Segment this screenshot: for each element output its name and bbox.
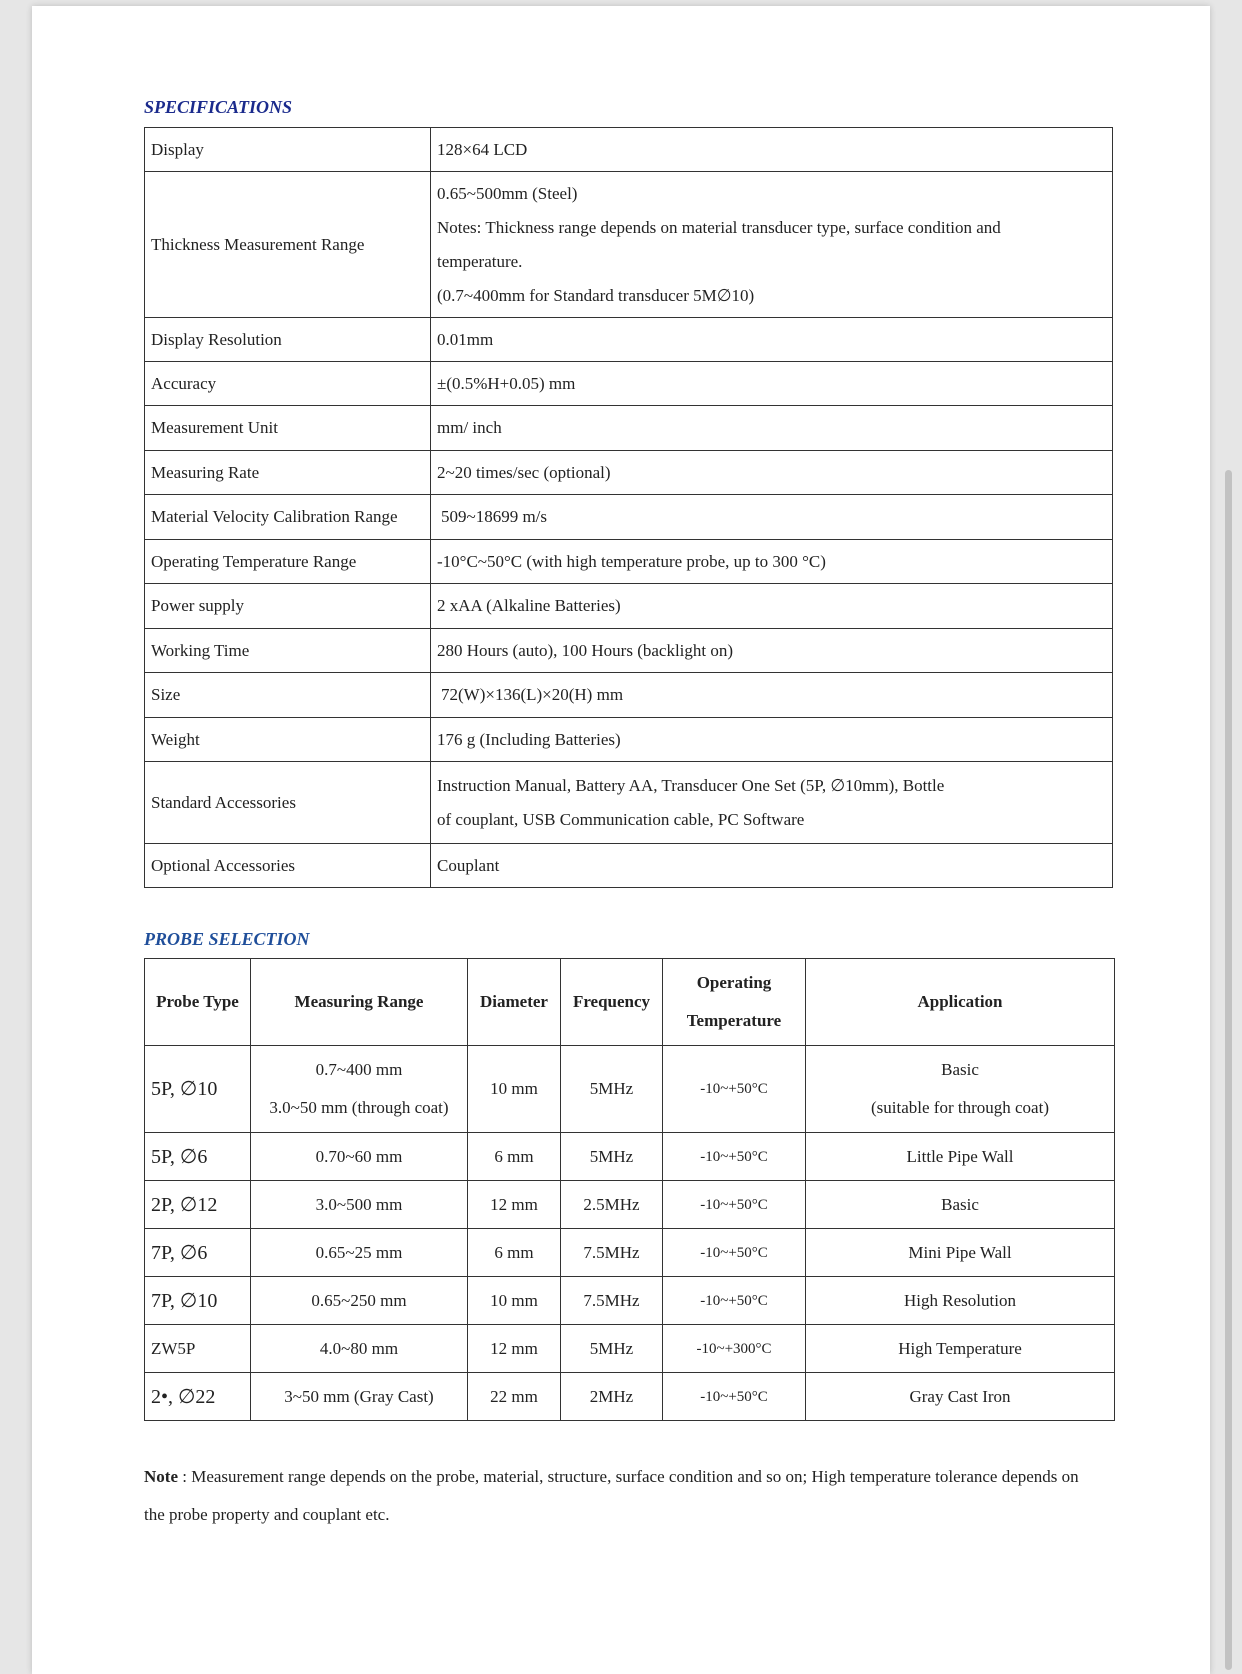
table-row [145, 673, 1113, 718]
spec-label: Thickness Measurement Range [145, 172, 431, 318]
spec-label: Material Velocity Calibration Range [145, 495, 431, 540]
diameter-cell: 6 mm [468, 1133, 561, 1181]
spec-value: 176 g (Including Batteries) [431, 718, 1113, 762]
table-row [145, 718, 1113, 762]
frequency-cell: 7.5MHz [561, 1277, 663, 1325]
spec-value: 509~18699 m/s [431, 495, 1113, 540]
table-row [145, 1133, 1115, 1181]
spec-value-line: Notes: Thickness range depends on material transducer type, surface condition and [437, 217, 1001, 237]
measuring-range-cell: 3.0~500 mm [251, 1181, 468, 1229]
spec-label: Operating Temperature Range [145, 540, 431, 584]
col-header-measuring-range: Measuring Range [251, 959, 468, 1046]
application-cell: High Temperature [806, 1325, 1115, 1373]
application-cell: Gray Cast Iron [806, 1373, 1115, 1421]
measuring-range-cell: 3~50 mm (Gray Cast) [251, 1373, 468, 1421]
table-row [145, 128, 1113, 172]
measuring-range-cell [251, 1046, 468, 1133]
spec-label: Optional Accessories [145, 844, 431, 888]
spec-label: Size [145, 673, 431, 718]
frequency-cell: 2.5MHz [561, 1181, 663, 1229]
probe-type-cell: 2P, ∅12 [145, 1181, 251, 1229]
frequency-cell: 5MHz [561, 1046, 663, 1133]
spec-label: Working Time [145, 629, 431, 673]
spec-value: mm/ inch [431, 406, 1113, 451]
diameter-cell: 12 mm [468, 1181, 561, 1229]
spec-label: Accuracy [145, 362, 431, 406]
spec-value: ±(0.5%H+0.05) mm [431, 362, 1113, 406]
temperature-cell: -10~+50°C [663, 1229, 806, 1277]
diameter-cell: 10 mm [468, 1046, 561, 1133]
probe-type-cell: 7P, ∅10 [145, 1277, 251, 1325]
col-header-frequency: Frequency [561, 959, 663, 1046]
col-header-diameter: Diameter [468, 959, 561, 1046]
spec-value: Couplant [431, 844, 1113, 888]
diameter-cell: 22 mm [468, 1373, 561, 1421]
spec-value-line: (0.7~400mm for Standard transducer 5M∅10) [437, 285, 755, 305]
spec-value: 128×64 LCD [431, 128, 1113, 172]
frequency-cell: 5MHz [561, 1325, 663, 1373]
table-row [145, 495, 1113, 540]
spec-label: Measuring Rate [145, 451, 431, 495]
temperature-cell: -10~+50°C [663, 1373, 806, 1421]
application-cell: Mini Pipe Wall [806, 1229, 1115, 1277]
application-cell [806, 1046, 1115, 1133]
frequency-cell: 5MHz [561, 1133, 663, 1181]
table-row [145, 406, 1113, 451]
col-header-line: Operating [696, 973, 772, 992]
spec-value-line: temperature. [437, 251, 523, 271]
probe-selection-table [144, 958, 1115, 1421]
temperature-cell: -10~+50°C [663, 1133, 806, 1181]
range-line: 0.7~400 mm [315, 1060, 403, 1079]
spec-value-line: 0.65~500mm (Steel) [437, 183, 578, 203]
application-line: Basic [941, 1060, 979, 1079]
spec-value: 2~20 times/sec (optional) [431, 451, 1113, 495]
application-cell: High Resolution [806, 1277, 1115, 1325]
table-row [145, 584, 1113, 629]
temperature-cell: -10~+50°C [663, 1181, 806, 1229]
specifications-heading: SPECIFICATIONS [144, 97, 293, 117]
probe-type-cell: ZW5P [145, 1325, 251, 1373]
probe-type-cell: 7P, ∅6 [145, 1229, 251, 1277]
table-row [145, 318, 1113, 362]
spec-value: -10°C~50°C (with high temperature probe, up to 300 °C) [431, 540, 1113, 584]
table-row [145, 1373, 1115, 1421]
spec-label: Display Resolution [145, 318, 431, 362]
measuring-range-cell: 0.65~25 mm [251, 1229, 468, 1277]
spec-label: Measurement Unit [145, 406, 431, 451]
application-cell: Little Pipe Wall [806, 1133, 1115, 1181]
application-line: (suitable for through coat) [871, 1098, 1049, 1117]
temperature-cell: -10~+50°C [663, 1277, 806, 1325]
spec-value: 72(W)×136(L)×20(H) mm [431, 673, 1113, 718]
table-row [145, 1229, 1115, 1277]
table-row [145, 451, 1113, 495]
temperature-cell: -10~+50°C [663, 1046, 806, 1133]
col-header-application: Application [806, 959, 1115, 1046]
diameter-cell: 6 mm [468, 1229, 561, 1277]
table-row [145, 172, 1113, 318]
table-row [145, 1277, 1115, 1325]
col-header-operating-temperature [663, 959, 806, 1046]
spec-value: 280 Hours (auto), 100 Hours (backlight on) [431, 629, 1113, 673]
range-line: 3.0~50 mm (through coat) [269, 1098, 449, 1117]
probe-type-cell: 5P, ∅10 [145, 1046, 251, 1133]
spec-value-line: Instruction Manual, Battery AA, Transducer One Set (5P, ∅10mm), Bottle [437, 775, 945, 795]
table-row [145, 1046, 1115, 1133]
application-cell: Basic [806, 1181, 1115, 1229]
note-text: : Measurement range depends on the probe, material, structure, surface condition and so on; High temperature tolerance depends on the probe property and couplant etc. [144, 1467, 1079, 1524]
spec-value-line: of couplant, USB Communication cable, PC Software [437, 809, 805, 829]
table-row [145, 762, 1113, 844]
table-row [145, 844, 1113, 888]
frequency-cell: 2MHz [561, 1373, 663, 1421]
spec-value [431, 762, 1113, 844]
table-row [145, 1325, 1115, 1373]
spec-value: 2 xAA (Alkaline Batteries) [431, 584, 1113, 629]
vertical-scrollbar[interactable] [1225, 470, 1232, 1670]
col-header-line: Temperature [686, 1011, 782, 1030]
note-label: Note [144, 1467, 178, 1486]
table-row [145, 1181, 1115, 1229]
footnote [144, 1458, 1084, 1534]
frequency-cell: 7.5MHz [561, 1229, 663, 1277]
probe-type-cell: 5P, ∅6 [145, 1133, 251, 1181]
table-row [145, 540, 1113, 584]
spec-value: 0.01mm [431, 318, 1113, 362]
spec-label: Standard Accessories [145, 762, 431, 844]
measuring-range-cell: 4.0~80 mm [251, 1325, 468, 1373]
spec-label: Power supply [145, 584, 431, 629]
table-row [145, 362, 1113, 406]
probe-selection-heading: PROBE SELECTION [144, 929, 310, 949]
temperature-cell: -10~+300°C [663, 1325, 806, 1373]
spec-label: Weight [145, 718, 431, 762]
measuring-range-cell: 0.70~60 mm [251, 1133, 468, 1181]
diameter-cell: 12 mm [468, 1325, 561, 1373]
measuring-range-cell: 0.65~250 mm [251, 1277, 468, 1325]
spec-value [431, 172, 1113, 318]
table-row [145, 629, 1113, 673]
table-header-row [145, 959, 1115, 1046]
diameter-cell: 10 mm [468, 1277, 561, 1325]
col-header-probe-type: Probe Type [145, 959, 251, 1046]
specifications-table [144, 127, 1113, 888]
probe-type-cell: 2•, ∅22 [145, 1373, 251, 1421]
spec-label: Display [145, 128, 431, 172]
